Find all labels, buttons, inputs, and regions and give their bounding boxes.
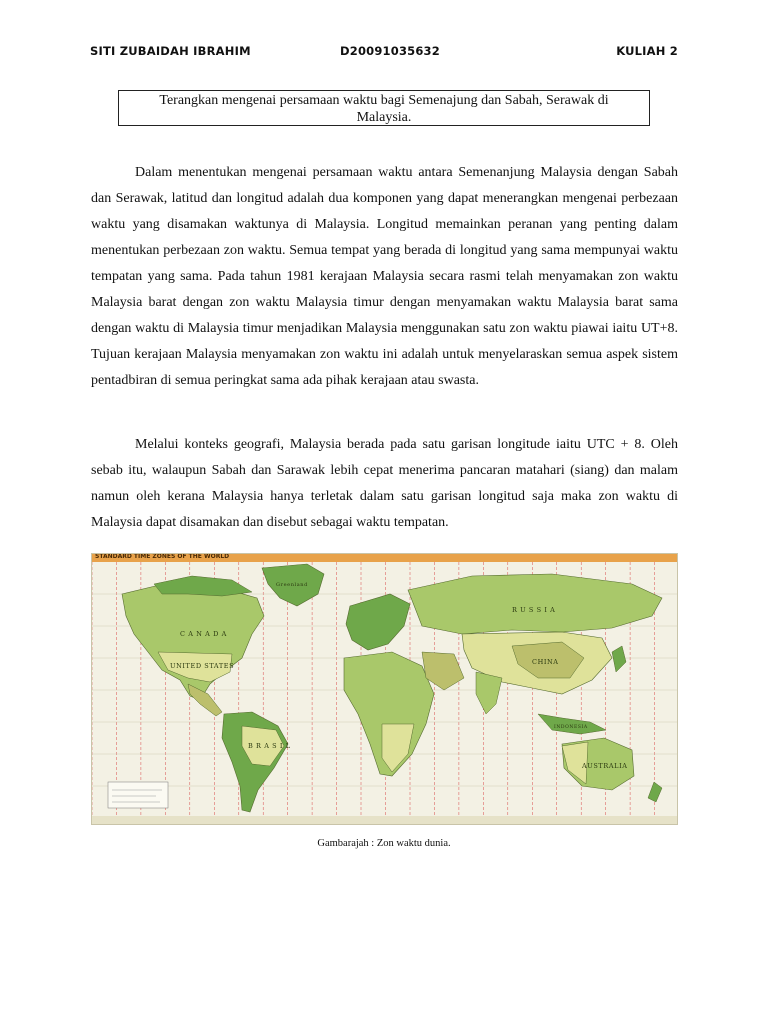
landmass-africa-south — [382, 724, 414, 772]
label-canada: C A N A D A — [180, 630, 227, 638]
label-greenland: Greenland — [276, 582, 308, 588]
landmass-canada-north — [154, 576, 252, 596]
label-china: CHINA — [532, 658, 559, 666]
landmass-north-america — [122, 582, 264, 700]
paragraph-2: Melalui konteks geografi, Malaysia berada pada satu garisan longitude iaitu UTC + 8. Oleh sebab itu, walaupun Sabah dan Sarawak lebih cepat menerima pancaran matahari (siang) dan malam namun oleh kerana Malaysia hanya terletak dalam satu garisan longitud saja maka zon waktu di Malaysia dapat disamakan dan disebut sebagai waktu tempatan. — [91, 437, 678, 530]
page-header — [90, 44, 678, 62]
figure-caption: Gambarajah : Zon waktu dunia. — [317, 838, 451, 849]
course-label: KULIAH 2 — [616, 44, 678, 58]
landmass-europe — [346, 594, 410, 650]
label-indonesia: INDONESIA — [554, 725, 588, 730]
question-box: Terangkan mengenai persamaan waktu bagi Semenajung dan Sabah, Serawak di Malaysia. — [118, 90, 650, 126]
author-name: SITI ZUBAIDAH IBRAHIM — [90, 44, 251, 58]
label-united-states: UNITED STATES — [170, 662, 235, 670]
landmass-russia — [408, 574, 662, 634]
landmass-india — [476, 672, 502, 714]
student-id: D20091035632 — [340, 44, 440, 58]
label-russia: R U S S I A — [512, 606, 556, 614]
world-time-zone-map — [91, 553, 678, 825]
landmass-japan — [612, 646, 626, 672]
landmass-new-zealand — [648, 782, 662, 802]
map-title: STANDARD TIME ZONES OF THE WORLD — [95, 553, 230, 560]
map-title-bar — [92, 554, 677, 562]
label-australia: AUSTRALIA — [582, 762, 628, 770]
label-brasil: B R A S I L — [248, 742, 291, 750]
map-legend — [108, 782, 168, 808]
map-graphic — [92, 554, 678, 825]
paragraph-1: Dalam menentukan mengenai persamaan waktu antara Semenanjung Malaysia dengan Sabah dan Serawak, latitud dan longitud adalah dua komponen yang dapat menerangkan mengenai perbezaan waktu yang disamakan waktunya di Malaysia. Longitud memainkan peranan yang penting dalam menentukan perbezaan zon waktu. Semua tempat yang berada di longitud yang sama mempunyai waktu tempatan yang sama. Pada tahun 1981 kerajaan Malaysia secara rasmi telah menyamakan zon waktu Malaysia barat dengan zon waktu Malaysia timur dengan menyamakan waktu Malaysia barat sama dengan waktu di Malaysia timur menjadikan Malaysia menggunakan satu zon waktu piawai iaitu UT+8. Tujuan kerajaan Malaysia menyamakan zon waktu ini adalah untuk menyelaraskan semua aspek sistem pentadbiran di semua peringkat sama ada pihak kerajaan atau swasta. — [91, 165, 678, 388]
landmass-indonesia — [538, 714, 606, 734]
landmass-antarctica — [92, 816, 678, 825]
